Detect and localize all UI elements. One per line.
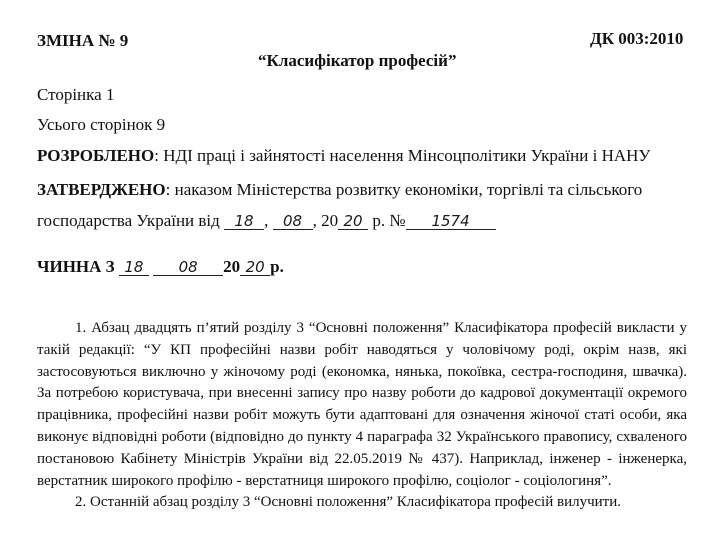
- approved-label: ЗАТВЕРДЖЕНО: [37, 180, 166, 199]
- approved-text: : наказом Міністерства розвитку економіки, торгівлі та сільського: [165, 180, 643, 199]
- change-number: ЗМІНА № 9: [37, 31, 129, 50]
- approved-number: 1574: [406, 214, 496, 230]
- developed-line: [37, 146, 650, 166]
- effective-line: [37, 257, 284, 277]
- developed-text: : НДІ праці і зайнятості населення Мінсоцполітики України і НАНУ: [154, 146, 651, 165]
- amendment-item-2: 2. Останній абзац розділу 3 “Основні положення” Класифікатора професій вилучити.: [75, 494, 621, 511]
- approved-month: 08: [273, 214, 313, 230]
- effective-year-prefix: 20: [223, 257, 241, 276]
- page-number: Сторінка 1: [37, 85, 115, 104]
- effective-month: 08: [153, 260, 223, 276]
- amendment-item-1: 1. Абзац двадцять п’ятий розділу 3 “Основні положення” Класифікатора професій викласти у такій редакції: “У КП професійні назви робіт наводяться у чоловічому роді, окрім назв, які застосовуються виключно у жіночому роді (економка, нянька, покоївка, сестра-господиня, швачка). За потребою користувача, при внесенні запису про назву роботи до кадрової документації окремого працівника, професійні назви робіт можуть бути адаптовані для означення жіночої статі особи, яка виконує відповідні роботи (відповідно до пункту 4 параграфа 32 Українського правопису, схваленого постановою Кабінету Міністрів України від 22.05.2019 № 437). Наприклад, інженер - інженерка, верстатник широкого профілю - верстатниця широкого профілю, соціолог - соціологиня”.: [37, 320, 687, 489]
- classifier-code: ДК 003:2010: [590, 29, 684, 48]
- document-title: “Класифікатор професій”: [258, 51, 457, 70]
- developed-label: РОЗРОБЛЕНО: [37, 146, 155, 165]
- approved-date-line: господарства України від 18 , 08 , 20 20 р. № 1574: [37, 211, 496, 231]
- approved-day: 18: [224, 214, 264, 230]
- effective-label: ЧИННА З: [37, 257, 115, 276]
- effective-day: 18: [119, 260, 149, 276]
- approved-year-suffix: 20: [338, 214, 368, 230]
- approved-year-tail: р. №: [372, 211, 406, 230]
- amendment-body: [37, 318, 687, 514]
- total-pages: Усього сторінок 9: [37, 115, 166, 134]
- approved-line: [37, 180, 642, 200]
- effective-year-suffix: 20: [240, 260, 270, 276]
- approved-year-prefix: 20: [321, 211, 339, 230]
- effective-year-tail: р.: [270, 257, 284, 276]
- approved-text-2: господарства України від: [37, 211, 220, 230]
